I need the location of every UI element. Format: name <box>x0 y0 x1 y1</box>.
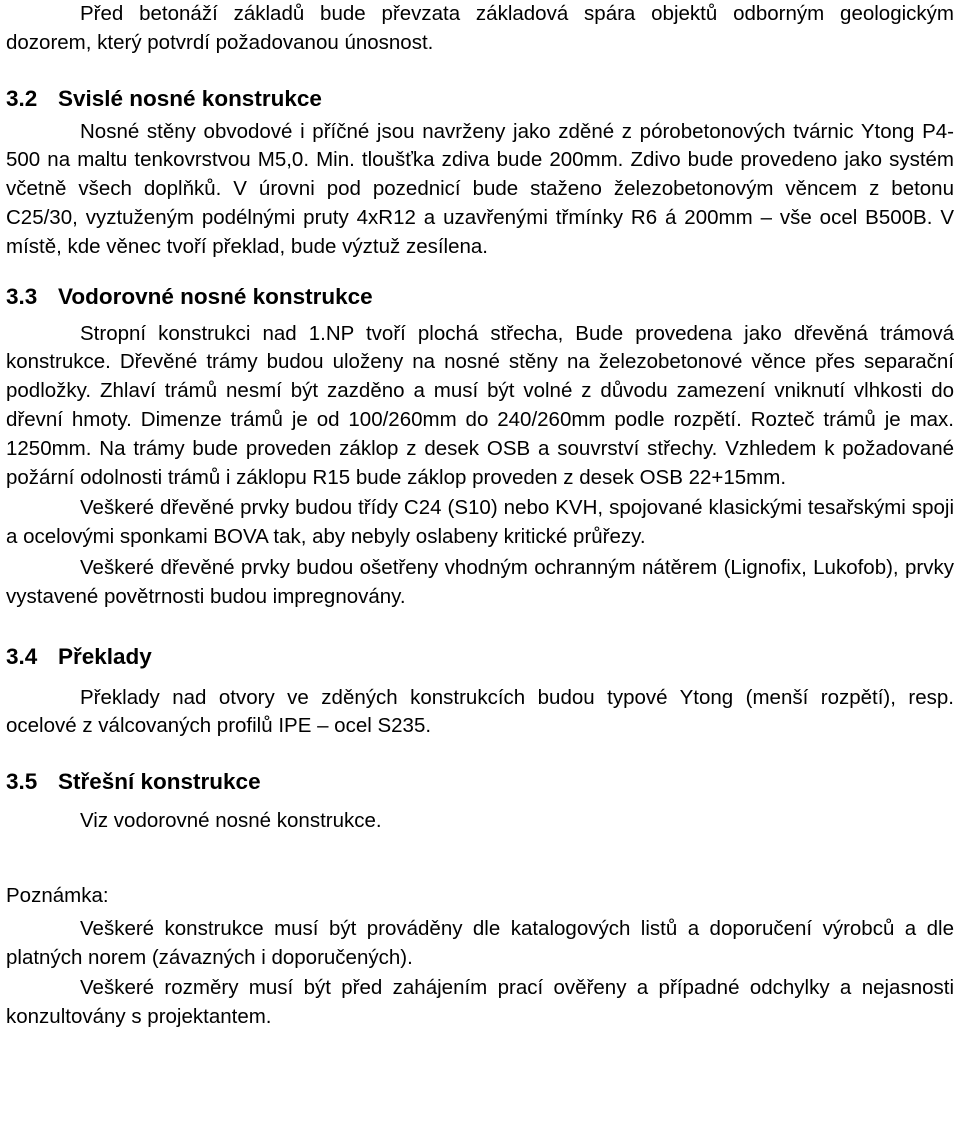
section-3-5-paragraph: Viz vodorovné nosné konstrukce. <box>80 809 382 833</box>
section-number: 3.4 <box>6 643 38 669</box>
section-heading-3-2 <box>6 84 954 114</box>
note-paragraph-1: Veškeré konstrukce musí být prováděny dle katalogových listů a doporučení výrobců a dle platných norem (závazných i doporučených). <box>6 916 954 969</box>
section-title: Vodorovné nosné konstrukce <box>58 283 373 309</box>
section-title: Střešní konstrukce <box>58 769 261 795</box>
section-heading-3-3 <box>6 282 954 312</box>
section-title: Svislé nosné konstrukce <box>58 85 322 111</box>
section-3-3-paragraph-2: Veškeré dřevěné prvky budou třídy C24 (S10) nebo KVH, spojované klasickými tesařskými spoji a ocelovými sponkami BOVA tak, aby nebyly oslabeny kritické průřezy. <box>6 496 954 549</box>
section-3-2-paragraph: Nosné stěny obvodové i příčné jsou navrženy jako zděné z pórobetonových tvárnic Ytong P4-500 na maltu tenkovrstvou M5,0. Min. tloušťka zdiva bude 200mm. Zdivo bude provedeno jako systém včetně všech doplňků. V úrovni pod pozednicí bude staženo železobetonovým věncem z betonu C25/30, vyztuženým podélnými pruty 4xR12 a uzavřenými třmínky R6 á 200mm – vše ocel B500B. V místě, kde věnec tvoří překlad, bude výztuž zesílena. <box>6 119 954 258</box>
section-heading-3-5 <box>6 767 954 797</box>
intro-paragraph: Před betonáží základů bude převzata základová spára objektů odborným geologickým dozorem, který potvrdí požadovanou únosnost. <box>6 2 954 54</box>
section-3-3-paragraph-3: Veškeré dřevěné prvky budou ošetřeny vhodným ochranným nátěrem (Lignofix, Lukofob), prvky vystavené povětrnosti budou impregnovány. <box>6 555 954 608</box>
section-number: 3.3 <box>6 283 38 309</box>
section-number: 3.2 <box>6 85 38 111</box>
section-3-4-paragraph: Překlady nad otvory ve zděných konstrukcích budou typové Ytong (menší rozpětí), resp. ocelové z válcovaných profilů IPE – ocel S235. <box>6 685 954 738</box>
section-heading-3-4 <box>6 642 954 672</box>
section-3-3-paragraph-1: Stropní konstrukci nad 1.NP tvoří plochá střecha, Bude provedena jako dřevěná trámová konstrukce. Dřevěné trámy budou uloženy na nosné stěny na železobetonové věnce přes separační podložky. Zhlaví trámů nesmí být zazděno a musí být volné z důvodu zamezení vniknutí vlhkosti do dřevní hmoty. Dimenze trámů je od 100/260mm do 240/260mm podle rozpětí. Rozteč trámů je max. 1250mm. Na trámy bude proveden záklop z desek OSB a souvrství střechy. Vzhledem k požadované požární odolnosti trámů i záklopu R15 bude záklop proveden z desek OSB 22+15mm. <box>6 321 954 489</box>
section-number: 3.5 <box>6 769 38 795</box>
note-label: Poznámka: <box>6 883 109 907</box>
note-paragraph-2: Veškeré rozměry musí být před zahájením prací ověřeny a případné odchylky a nejasnosti konzultovány s projektantem. <box>6 976 954 1029</box>
section-title: Překlady <box>58 643 152 669</box>
